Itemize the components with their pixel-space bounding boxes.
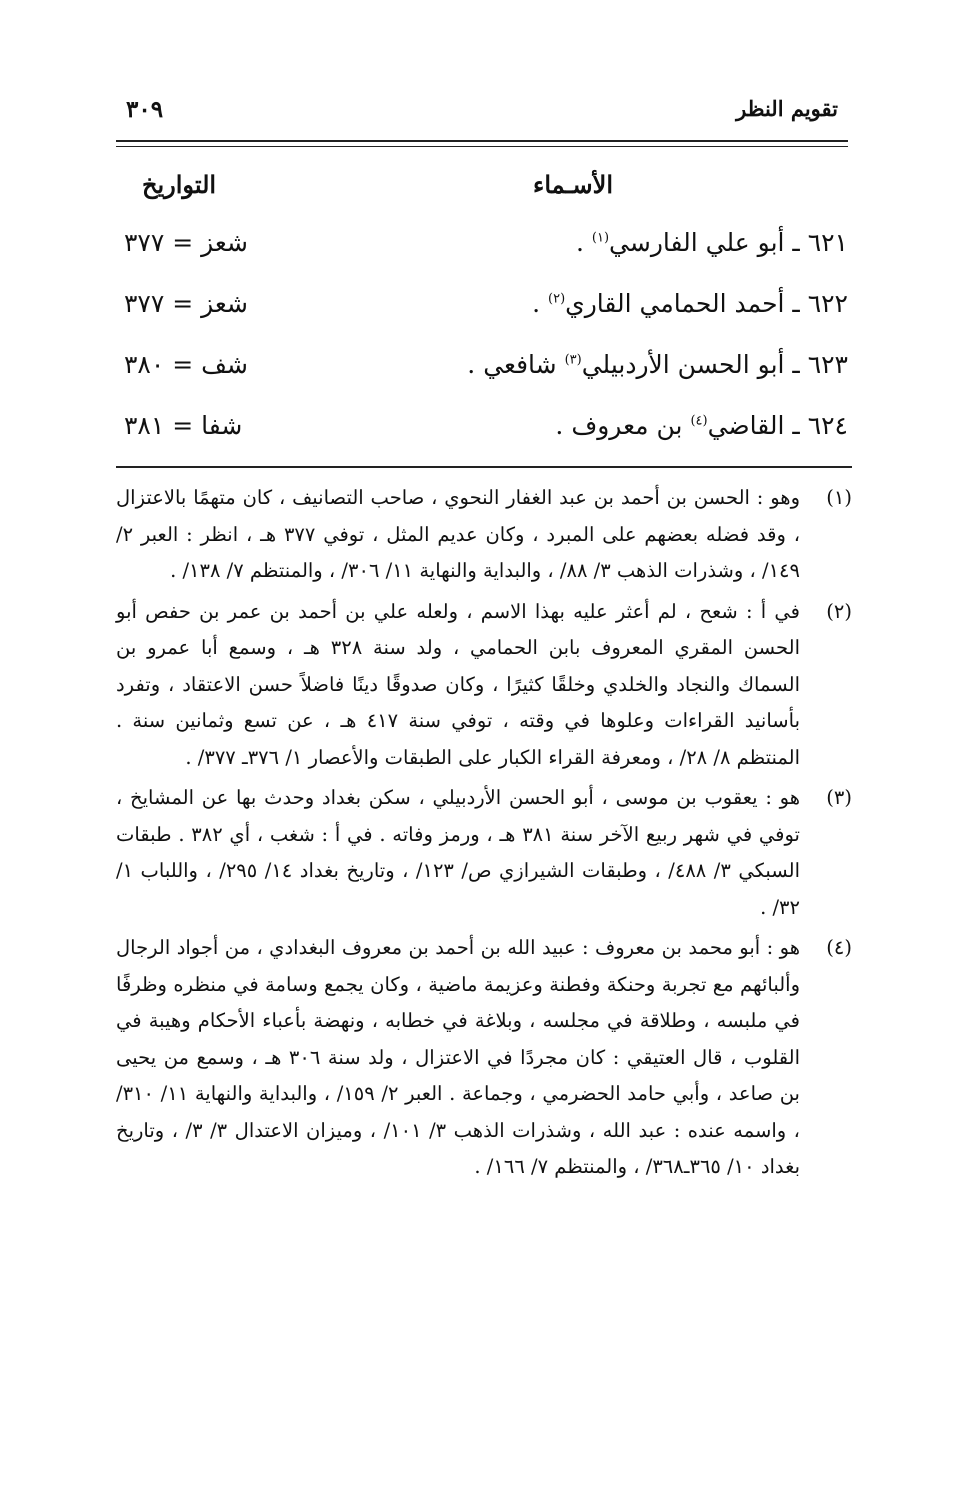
running-head [118,96,838,130]
entry-name-text: ٦٢٢ ـ أحمد الحمامي القاري [565,289,848,318]
footnote [116,780,852,926]
entry-name [532,289,848,318]
entries-list [118,228,848,472]
footnote [116,480,852,590]
entry-name-text: ٦٢١ ـ أبو علي الفارسي [609,228,848,257]
page-number: ٣٠٩ [126,96,164,123]
footnote-number: (١) [826,486,852,509]
entry-name [576,228,848,257]
entry-name-text: ٦٢٣ ـ أبو الحسن الأردبيلي [581,350,848,379]
header-rule [116,140,848,142]
footnote-number: (٣) [826,786,852,809]
footnotes-rule [116,466,852,468]
book-title: تقويم النظر [736,96,838,121]
entry-name [467,350,848,379]
column-headers [118,170,838,210]
footnote-text: هو : أبو محمد بن معروف : عبيد الله بن أحمد بن معروف البغدادي ، من أجواد الرجال وألبائهم مع تجربة وحنكة وفطنة وعزيمة ماضية ، وكان يجمع وسامة في منظره وظرفًا في ملبسه ، وطلاقة في مجلسه ، وبلاغة في خطابه ، ونهضة بأعباء الأحكام وهيبة في القلوب ، قال العتيقي : كان مجردًا في الاعتزال ، ولد سنة ٣٠٦ هـ ، وسمع من يحيى بن صاعد ، وأبي حامد الحضرمي ، وجماعة . العبر ٢/ ١٥٩/ ، والبداية والنهاية ١١/ ٣١٠/ ، واسمه عنده : عبد الله ، وشذرات الذهب ٣/ ١٠١/ ، وميزان الاعتدال ٣/ ٣/ ، وتاريخ بغداد ١٠/ ٣٦٥ـ٣٦٨/ ، والمنتظم ٧/ ١٦٦/ . [116,936,800,1178]
entry-name-suffix: شافعي . [467,350,565,379]
entry-date: شعز = ٣٧٧ [124,228,248,257]
footnote-text: وهو : الحسن بن أحمد بن عبد الغفار النحوي ، صاحب التصانيف ، كان متهمًا بالاعتزال ، وقد فضله بعضهم على المبرد ، وكان عديم المثل ، توفي ٣٧٧ هـ ، انظر : العبر ٢/ ١٤٩/ ، وشذرات الذهب ٣/ ٨٨/ ، والبداية والنهاية ١١/ ٣٠٦/ ، والمنتظم ٧/ ١٣٨/ . [116,486,801,582]
entry-date: شعز = ٣٧٧ [124,289,248,318]
entry-name-suffix: . [532,289,548,318]
footnote-text: في أ : شعح ، لم أعثر عليه بهذا الاسم ، ولعله علي بن أحمد بن عمر بن حفص أبو الحسن المقري المعروف بابن الحمامي ، ولد سنة ٣٢٨ هـ ، وسمع أبا عمرو بن السماك والنجاد والخلدي وخلقًا كثيرًا ، وكان صدوقًا دينًا فاضلاً حسن الاعتقاد ، وتفرد بأسانيد القراءات وعلوها في وقته ، توفي سنة ٤١٧ هـ ، عن تسع وثمانين سنة . المنتظم ٨/ ٢٨/ ، ومعرفة القراء الكبار على الطبقات والأعصار ١/ ٣٧٦ـ ٣٧٧/ . [116,599,801,769]
footnote-number: (٤) [826,936,852,959]
footnotes [116,480,852,1190]
entry-date: شف = ٣٨٠ [124,350,248,379]
entry-row [118,289,848,350]
footnote-marker: (٤) [690,413,708,429]
footnote-marker: (١) [591,230,610,246]
header-rule-thin [116,146,848,147]
entry-row [118,411,848,472]
entry-name-suffix: . [576,228,592,257]
entry-name-text: ٦٢٤ ـ القاضي [707,411,848,440]
footnote-text: هو : يعقوب بن موسى ، أبو الحسن الأردبيلي ، سكن بغداد وحدث بها عن المشايخ ، توفي في شهر ربيع الآخر سنة ٣٨١ هـ ، ورمز وفاته . في أ : شغب ، أي ٣٨٢ . طبقات السبكي ٣/ ٤٨٨/ ، وطبقات الشيرازي ص/ ١٢٣/ ، وتاريخ بغداد ١٤/ ٢٩٥/ ، واللباب ١/ ٣٢/ . [116,786,800,919]
entry-name-suffix: بن معروف . [555,411,691,440]
footnote [116,930,852,1186]
footnote [116,594,852,777]
names-column-header: الأسـماء [533,170,613,199]
footnote-number: (٢) [826,599,852,623]
footnote-marker: (٢) [548,291,566,307]
entry-row [118,228,848,289]
entry-row [118,350,848,411]
footnote-marker: (٣) [564,352,582,368]
dates-column-header: التواريخ [142,170,217,199]
entry-date: شفا = ٣٨١ [124,411,243,440]
entry-name [555,411,848,440]
